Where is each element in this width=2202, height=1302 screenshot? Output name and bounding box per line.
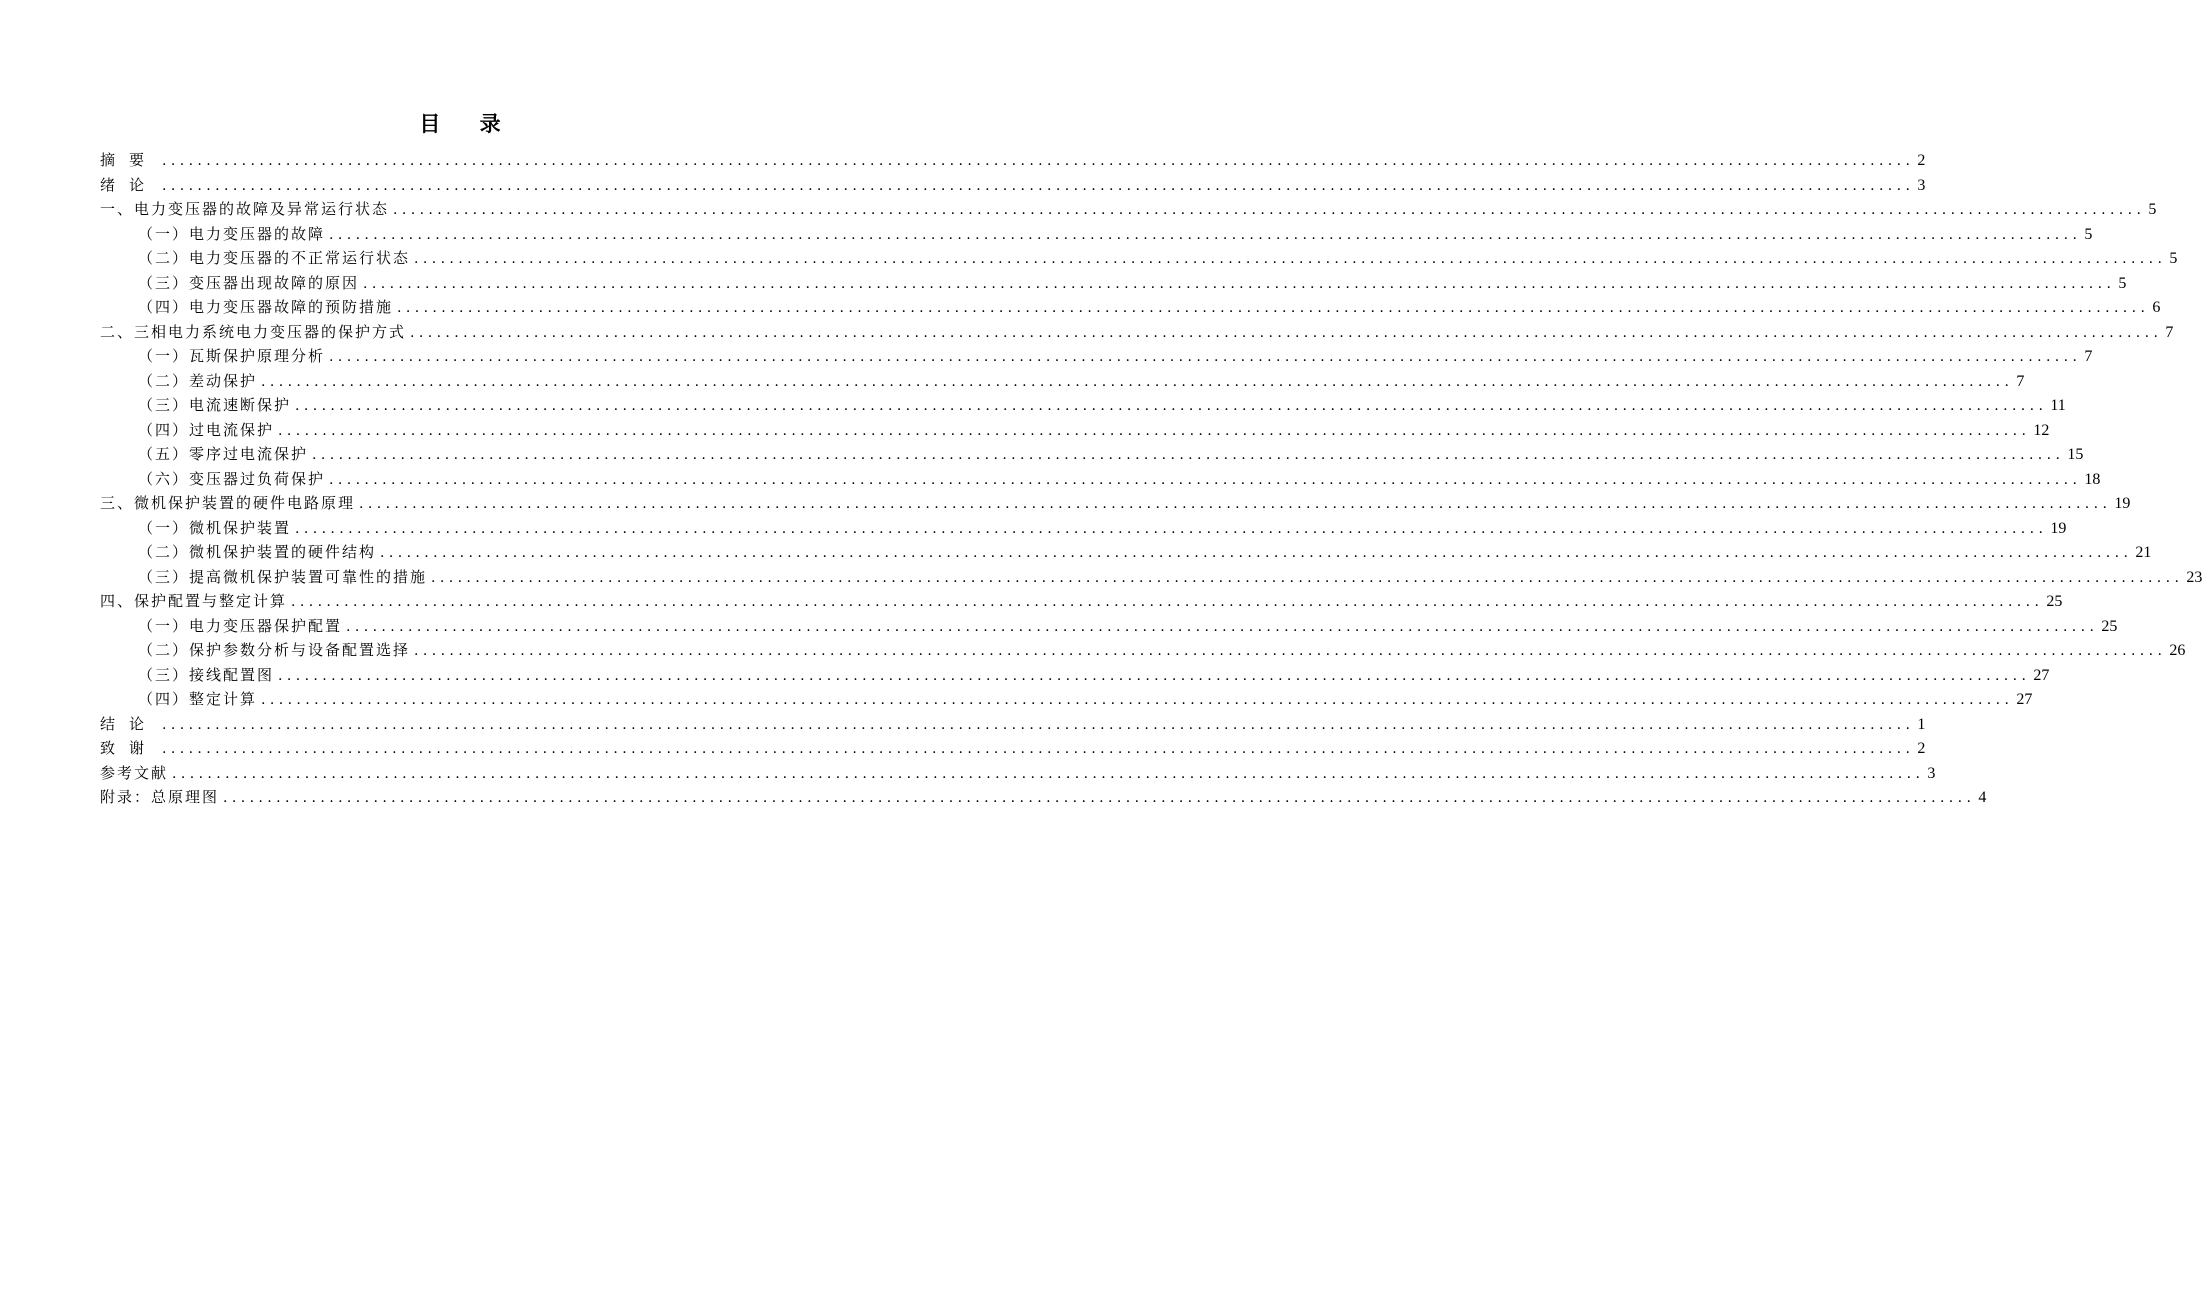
toc-entry[interactable] xyxy=(100,320,2174,345)
toc-entry[interactable] xyxy=(100,516,2067,541)
toc-entry-label: （六）变压器过负荷保护 xyxy=(138,469,326,488)
toc-dot-leader: ...................................................................................................................................................................................................... xyxy=(414,643,2167,659)
toc-dot-leader: ...................................................................................................................................................................................................... xyxy=(397,300,2150,316)
toc-page-number: 3 xyxy=(1917,176,1926,194)
toc-entry-label: （四）电力变压器故障的预防措施 xyxy=(138,298,394,316)
toc-entry-label: （一）微机保护装置 xyxy=(138,518,292,537)
toc-entry-label: （四）过电流保护 xyxy=(138,420,275,439)
toc-dot-leader: ...................................................................................................................................................................................................... xyxy=(223,790,1976,806)
toc-title: 目 录 xyxy=(419,111,517,136)
toc-page-number: 27 xyxy=(2016,691,2033,708)
toc-dot-leader: ...................................................................................................................................................................................................... xyxy=(393,202,2146,218)
toc-entry[interactable] xyxy=(100,418,2050,443)
toc-dot-leader: ...................................................................................................................................................................................................... xyxy=(162,153,1915,169)
toc-entry[interactable] xyxy=(100,344,2093,369)
toc-dot-leader: ...................................................................................................................................................................................................... xyxy=(162,177,1915,194)
toc-entry-label: （三）变压器出现故障的原因 xyxy=(138,273,360,292)
toc-dot-leader: ...................................................................................................................................................................................................... xyxy=(363,275,2116,292)
toc-page-number: 1 xyxy=(1917,715,1926,733)
toc-entry[interactable] xyxy=(100,540,2152,565)
toc-entry[interactable] xyxy=(100,173,1926,198)
toc-entry-label: （一）电力变压器保护配置 xyxy=(138,616,343,635)
toc-page-number: 25 xyxy=(2046,593,2063,610)
toc-entry[interactable] xyxy=(100,271,2127,296)
toc-dot-leader: ...................................................................................................................................................................................................... xyxy=(359,496,2112,512)
toc-entry-label: 附录：总原理图 xyxy=(100,788,220,806)
toc-entry-label: 结论 xyxy=(100,714,159,733)
toc-entry-label: （五）零序过电流保护 xyxy=(138,445,309,463)
toc-entry[interactable] xyxy=(100,614,2118,639)
toc-entry[interactable] xyxy=(100,369,2025,394)
toc-entry-label: （二）电力变压器的不正常运行状态 xyxy=(138,249,411,267)
toc-page-number: 2 xyxy=(1917,152,1926,169)
toc-entry[interactable] xyxy=(100,295,2161,320)
toc-entry[interactable] xyxy=(100,442,2084,467)
toc-entry[interactable] xyxy=(100,565,2202,590)
toc-entry[interactable] xyxy=(100,467,2101,492)
toc-page-number: 19 xyxy=(2050,519,2067,537)
toc-entry[interactable] xyxy=(100,712,1926,737)
toc-entry-label: （三）提高微机保护装置可靠性的措施 xyxy=(138,567,428,586)
toc-entry-label: 一、电力变压器的故障及异常运行状态 xyxy=(100,200,390,218)
toc-dot-leader: ...................................................................................................................................................................................................... xyxy=(346,618,2099,635)
toc-list xyxy=(100,148,2202,810)
toc-entry[interactable] xyxy=(100,638,2186,663)
toc-page-number: 19 xyxy=(2114,495,2131,512)
toc-page-number: 4 xyxy=(1978,789,1987,806)
toc-entry-label: （四）整定计算 xyxy=(138,690,258,708)
toc-entry-label: 绪论 xyxy=(100,175,159,194)
toc-dot-leader: ...................................................................................................................................................................................................... xyxy=(414,251,2167,267)
toc-entry-label: （三）接线配置图 xyxy=(138,665,275,684)
toc-page-number: 7 xyxy=(2165,323,2174,341)
toc-page-number: 6 xyxy=(2152,299,2161,316)
toc-entry[interactable] xyxy=(100,687,2033,712)
toc-page-number: 26 xyxy=(2169,642,2186,659)
toc-entry[interactable] xyxy=(100,197,2157,222)
toc-dot-leader: ...................................................................................................................................................................................................... xyxy=(380,545,2133,561)
toc-entry[interactable] xyxy=(100,491,2131,516)
toc-entry-label: 四、保护配置与整定计算 xyxy=(100,592,288,610)
toc-dot-leader: ...................................................................................................................................................................................................... xyxy=(431,569,2184,586)
toc-entry-label: （二）保护参数分析与设备配置选择 xyxy=(138,641,411,659)
toc-entry-label: （一）瓦斯保护原理分析 xyxy=(138,347,326,365)
toc-dot-leader: ...................................................................................................................................................................................................... xyxy=(295,398,2048,414)
toc-entry[interactable] xyxy=(100,736,1926,761)
toc-entry-label: （二）差动保护 xyxy=(138,371,258,390)
toc-entry-label: （二）微机保护装置的硬件结构 xyxy=(138,543,377,561)
toc-page-number: 21 xyxy=(2135,544,2152,561)
toc-dot-leader: ...................................................................................................................................................................................................... xyxy=(295,520,2048,537)
toc-page-number: 15 xyxy=(2067,446,2084,463)
toc-dot-leader: ...................................................................................................................................................................................................... xyxy=(278,667,2031,684)
toc-page-number: 7 xyxy=(2084,348,2093,365)
toc-entry-label: 三、微机保护装置的硬件电路原理 xyxy=(100,494,356,512)
toc-page-number: 7 xyxy=(2016,372,2025,390)
toc-page-number: 27 xyxy=(2033,666,2050,684)
toc-dot-leader: ...................................................................................................................................................................................................... xyxy=(162,716,1915,733)
toc-page-number: 5 xyxy=(2118,274,2127,292)
toc-page-number: 2 xyxy=(1917,740,1926,757)
toc-dot-leader: ...................................................................................................................................................................................................... xyxy=(329,226,2082,243)
toc-entry[interactable] xyxy=(100,785,1987,810)
toc-page-number: 5 xyxy=(2169,250,2178,267)
toc-page-number: 11 xyxy=(2050,397,2066,414)
toc-dot-leader: ...................................................................................................................................................................................................... xyxy=(261,692,2014,708)
toc-entry[interactable] xyxy=(100,663,2050,688)
toc-dot-leader: ...................................................................................................................................................................................................... xyxy=(312,447,2065,463)
toc-page-number: 25 xyxy=(2101,617,2118,635)
toc-dot-leader: ...................................................................................................................................................................................................... xyxy=(162,741,1915,757)
toc-dot-leader: ...................................................................................................................................................................................................... xyxy=(291,594,2044,610)
toc-dot-leader: ...................................................................................................................................................................................................... xyxy=(329,349,2082,365)
toc-entry-label: （一）电力变压器的故障 xyxy=(138,224,326,243)
toc-dot-leader: ...................................................................................................................................................................................................... xyxy=(329,471,2082,488)
toc-page-number: 5 xyxy=(2148,201,2157,218)
toc-page-number: 18 xyxy=(2084,470,2101,488)
toc-entry-label: 二、三相电力系统电力变压器的保护方式 xyxy=(100,322,407,341)
toc-entry[interactable] xyxy=(100,148,1926,173)
toc-entry-label: 致谢 xyxy=(100,739,159,757)
toc-page-number: 23 xyxy=(2186,568,2202,586)
toc-page-number: 12 xyxy=(2033,421,2050,439)
toc-entry[interactable] xyxy=(100,246,2178,271)
toc-dot-leader: ...................................................................................................................................................................................................... xyxy=(261,373,2014,390)
toc-entry[interactable] xyxy=(100,222,2093,247)
toc-entry[interactable] xyxy=(100,589,2063,614)
toc-entry-label: 摘要 xyxy=(100,151,159,169)
toc-entry-label: 参考文献 xyxy=(100,763,169,782)
toc-dot-leader: ...................................................................................................................................................................................................... xyxy=(278,422,2031,439)
toc-page-number: 5 xyxy=(2084,225,2093,243)
toc-page-number: 3 xyxy=(1927,764,1936,782)
toc-entry[interactable] xyxy=(100,393,2066,418)
toc-entry-label: （三）电流速断保护 xyxy=(138,396,292,414)
toc-dot-leader: ...................................................................................................................................................................................................... xyxy=(410,324,2163,341)
toc-dot-leader: ...................................................................................................................................................................................................... xyxy=(172,765,1925,782)
toc-entry[interactable] xyxy=(100,761,1936,786)
